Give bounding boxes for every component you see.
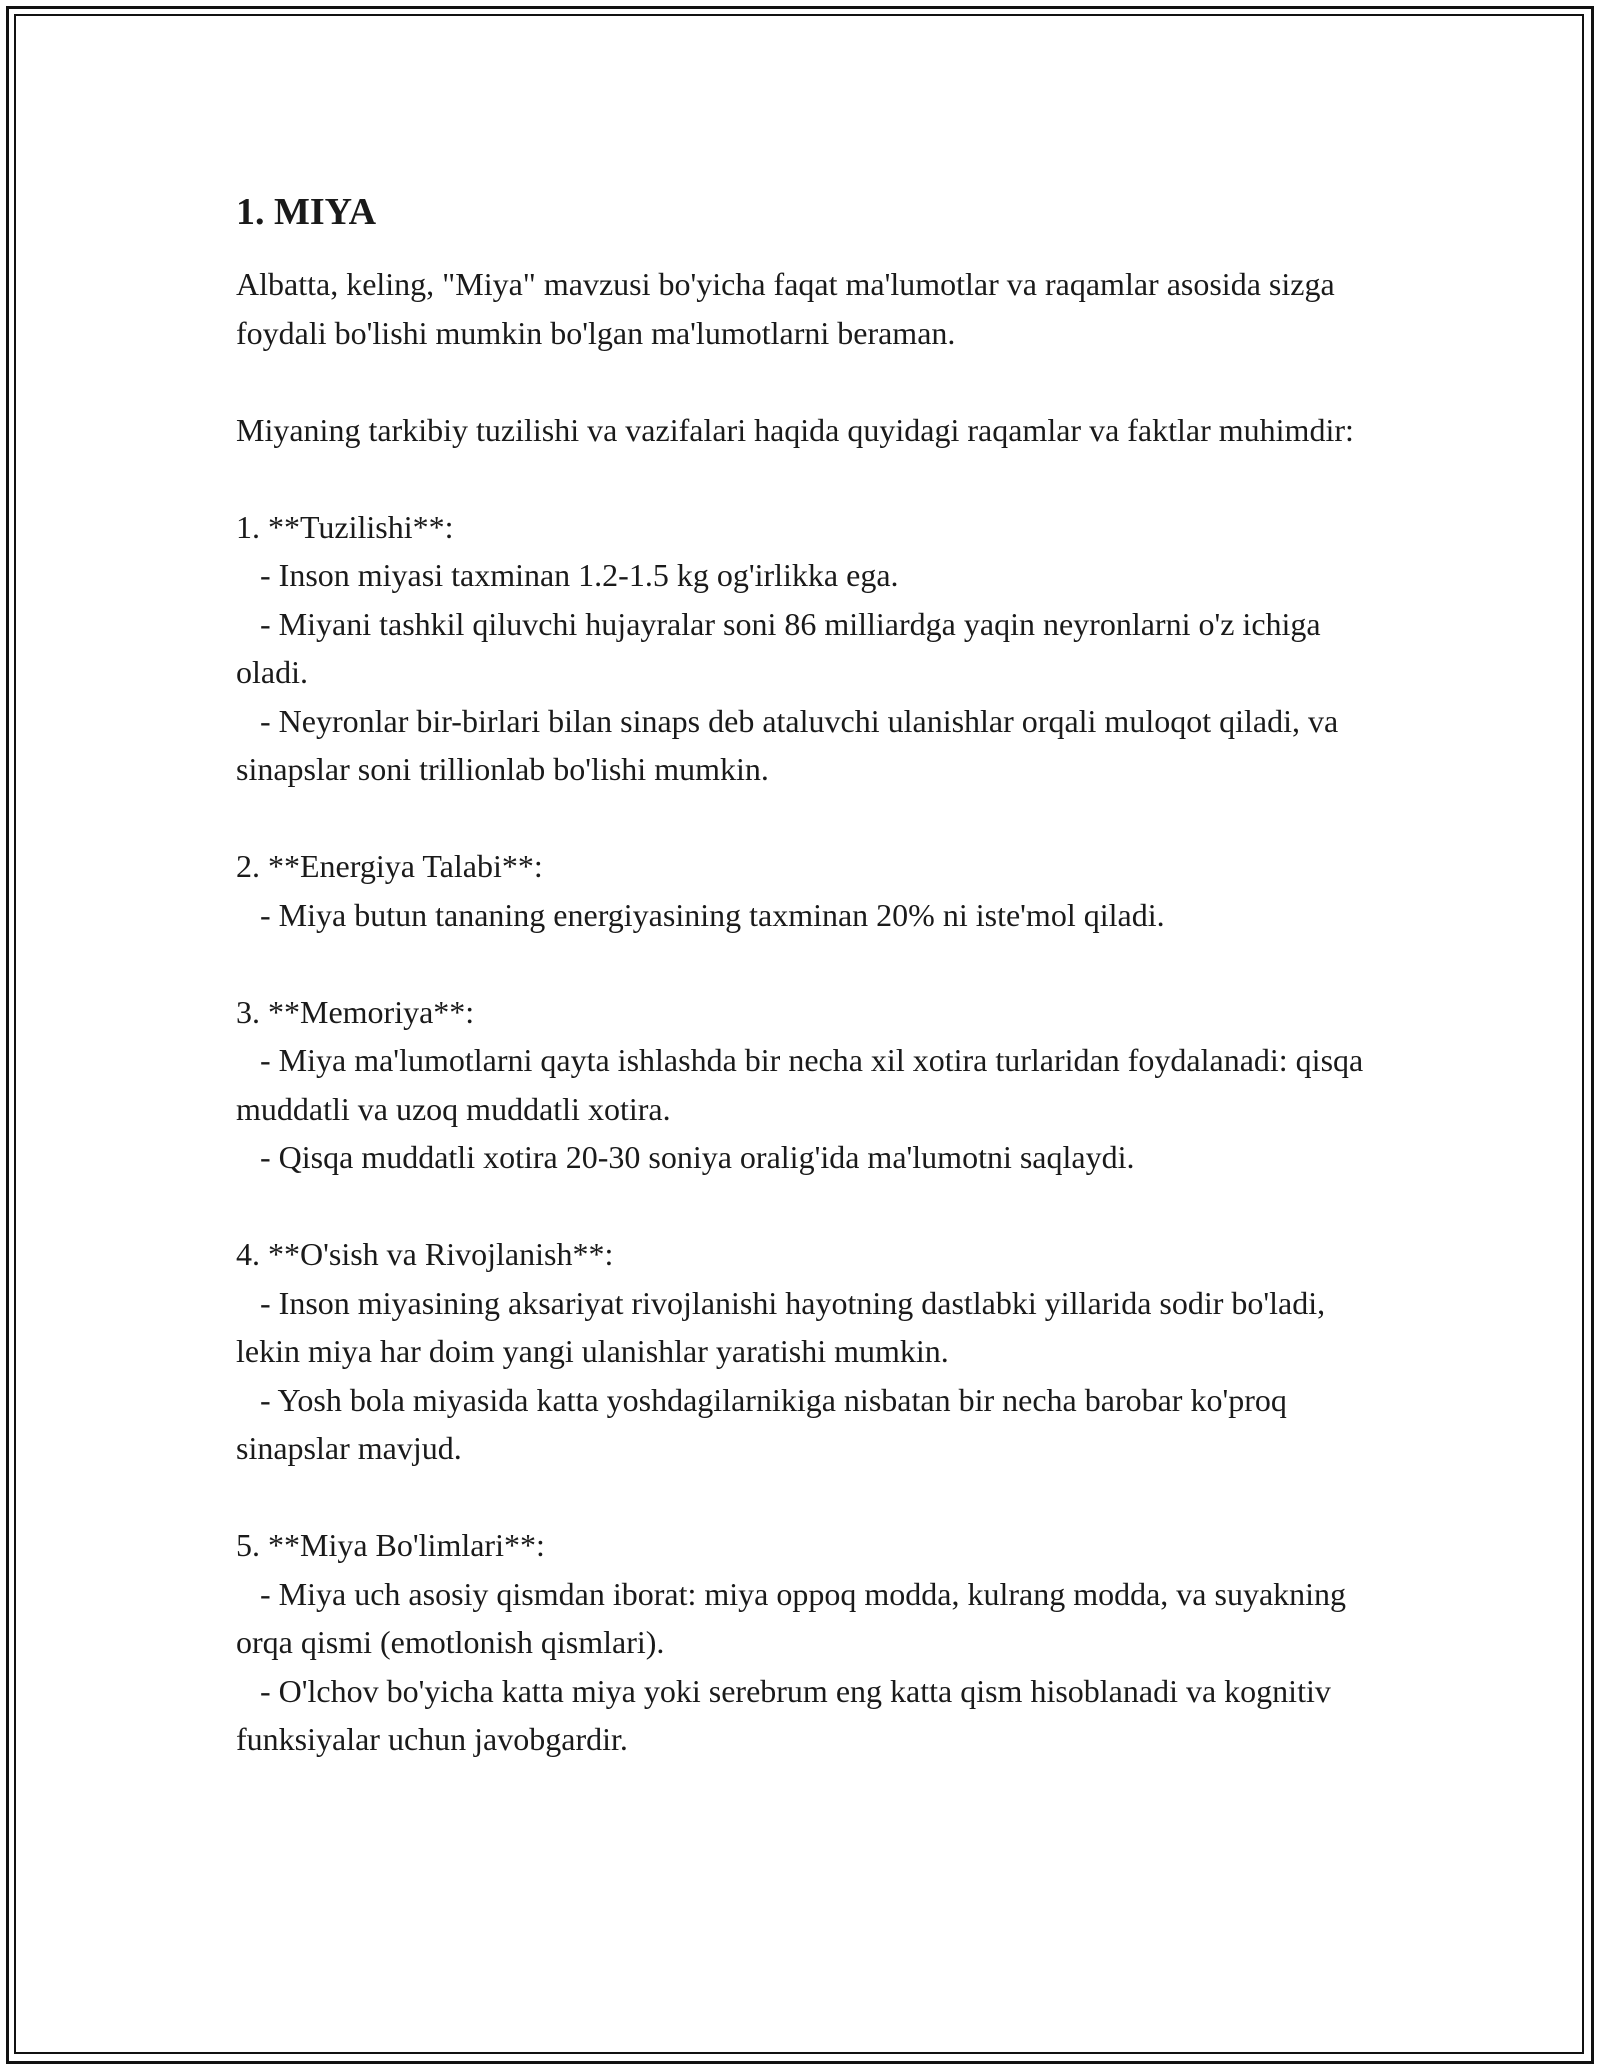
list-item: - Miyani tashkil qiluvchi hujayralar soni 86 milliardga yaqin neyronlarni o'z ichiga oladi.: [236, 605, 1329, 690]
list-item: - Miya ma'lumotlarni qayta ishlashda bir necha xil xotira turlaridan foydalanadi: qisqa muddatli va uzoq muddatli xotira.: [236, 1042, 1372, 1127]
lead-paragraph: Miyaning tarkibiy tuzilishi va vazifalari haqida quyidagi raqamlar va faktlar muhimdir:: [236, 411, 1354, 448]
list-item: - Yosh bola miyasida katta yoshdagilarnikiga nisbatan bir necha barobar ko'proq sinapslar mavjud.: [236, 1381, 1295, 1466]
list-item: - Miya uch asosiy qismdan iborat: miya oppoq modda, kulrang modda, va suyakning orqa qismi (emotlonish qismlari).: [236, 1575, 1355, 1660]
list-item: - O'lchov bo'yicha katta miya yoki serebrum eng katta qism hisoblanadi va kognitiv funksiyalar uchun javobgardir.: [236, 1672, 1339, 1757]
list-item: - Inson miyasi taxminan 1.2-1.5 kg og'irlikka ega.: [236, 557, 899, 593]
section-energiya-talabi: [236, 842, 1376, 939]
section-heading: 3. **Memoriya**:: [236, 993, 475, 1030]
list-item: - Inson miyasining aksariyat rivojlanishi hayotning dastlabki yillarida sodir bo'ladi, lekin miya har doim yangi ulanishlar yaratishi mumkin.: [236, 1284, 1334, 1369]
section-heading: 2. **Energiya Talabi**:: [236, 848, 543, 884]
section-memoriya: [236, 988, 1376, 1182]
section-heading: 4. **O'sish va Rivojlanish**:: [236, 1236, 614, 1272]
intro-paragraph: Albatta, keling, "Miya" mavzusi bo'yicha faqat ma'lumotlar va raqamlar asosida sizga foydali bo'lishi mumkin bo'lgan ma'lumotlarni beraman.: [236, 266, 1343, 351]
list-item: - Neyronlar bir-birlari bilan sinaps deb ataluvchi ulanishlar orqali muloqot qiladi, va sinapslar soni trillionlab bo'lishi mumkin.: [236, 702, 1347, 787]
section-heading: 5. **Miya Bo'limlari**:: [236, 1527, 545, 1563]
section-osish-rivojlanish: [236, 1230, 1376, 1473]
section-miya-bolimlari: [236, 1521, 1376, 1764]
document-body: [236, 186, 1376, 1812]
list-item: - Miya butun tananing energiyasining taxminan 20% ni iste'mol qiladi.: [236, 896, 1165, 933]
section-heading: 1. **Tuzilishi**:: [236, 508, 454, 545]
section-tuzilishi: [236, 503, 1376, 794]
list-item: - Qisqa muddatli xotira 20-30 soniya oralig'ida ma'lumotni saqlaydi.: [236, 1139, 1135, 1175]
document-title: 1. MIYA: [236, 191, 377, 233]
